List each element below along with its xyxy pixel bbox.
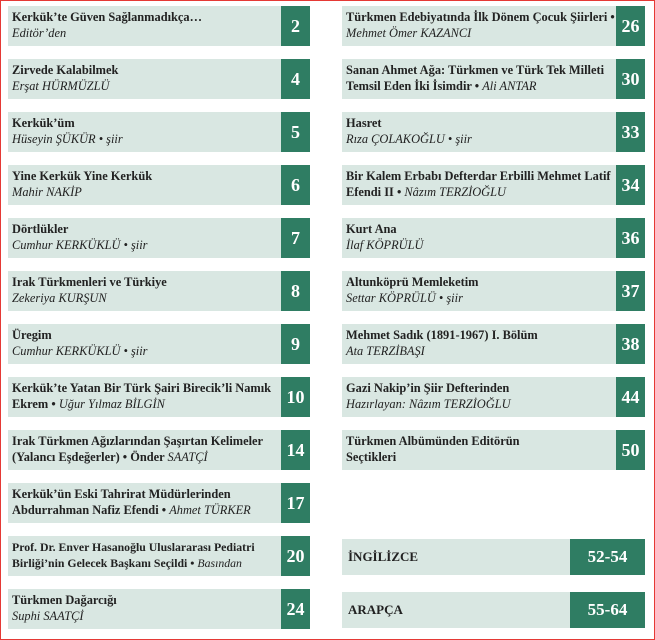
entry-title: Kerkük’üm bbox=[12, 116, 75, 130]
entry-author: Settar KÖPRÜLÜ • şiir bbox=[346, 291, 463, 305]
toc-entry[interactable] bbox=[342, 271, 645, 311]
entry-author: SAATÇİ bbox=[167, 450, 208, 464]
entry-title: Türkmen Dağarcığı bbox=[12, 593, 117, 607]
entry-author: Cumhur KERKÜKLÜ • şiir bbox=[12, 344, 148, 358]
entry-author: Rıza ÇOLAKOĞLU • şiir bbox=[346, 132, 472, 146]
toc-entry[interactable] bbox=[342, 324, 645, 364]
toc-entry[interactable] bbox=[8, 536, 310, 576]
toc-entry[interactable] bbox=[8, 165, 310, 205]
page-number: 4 bbox=[281, 59, 310, 99]
toc-entry[interactable] bbox=[8, 483, 310, 523]
toc-entry[interactable] bbox=[8, 430, 310, 470]
toc-entry[interactable] bbox=[8, 6, 310, 46]
page-number: 5 bbox=[281, 112, 310, 152]
entry-separator: • bbox=[471, 79, 483, 93]
toc-entry[interactable] bbox=[342, 112, 645, 152]
toc-entry[interactable] bbox=[8, 271, 310, 311]
entry-title: Gazi Nakip’in Şiir Defterinden bbox=[346, 381, 510, 395]
entry-separator: • bbox=[187, 556, 198, 570]
entry-title: Üregim bbox=[12, 328, 52, 342]
entry-title: Kerkük’te Yatan Bir Türk Şairi Birecik’li Namık Ekrem bbox=[12, 381, 272, 411]
page-number: 30 bbox=[616, 59, 645, 99]
entry-author: Mehmet Ömer KAZANCI bbox=[346, 26, 472, 40]
language-section-arabic[interactable] bbox=[342, 592, 645, 628]
entry-title: Sanan Ahmet Ağa: Türkmen ve Türk Tek Milleti Temsil Eden İki İsimdir bbox=[346, 63, 605, 93]
entry-author: Ali ANTAR bbox=[482, 79, 537, 93]
toc-entry[interactable] bbox=[342, 6, 645, 46]
entry-separator: • bbox=[48, 397, 59, 411]
entry-author: Suphi SAATÇİ bbox=[12, 609, 84, 623]
toc-entry[interactable] bbox=[342, 430, 645, 470]
page-number: 36 bbox=[616, 218, 645, 258]
language-section-english[interactable] bbox=[342, 539, 645, 575]
page-number: 44 bbox=[616, 377, 645, 417]
page-number: 26 bbox=[616, 6, 645, 46]
page-number: 9 bbox=[281, 324, 310, 364]
entry-author: Zekeriya KURŞUN bbox=[12, 291, 107, 305]
page-number: 6 bbox=[281, 165, 310, 205]
entry-author: Mahir NAKİP bbox=[12, 185, 82, 199]
entry-title: Irak Türkmenleri ve Türkiye bbox=[12, 275, 167, 289]
language-label: İNGİLİZCE bbox=[348, 549, 419, 564]
entry-title: Yine Kerkük Yine Kerkük bbox=[12, 169, 153, 183]
entry-author: Ata TERZİBAŞI bbox=[346, 344, 425, 358]
page-number: 50 bbox=[616, 430, 645, 470]
entry-separator: • bbox=[607, 10, 615, 24]
entry-title: Hasret bbox=[346, 116, 382, 130]
toc-entry[interactable] bbox=[342, 377, 645, 417]
toc-entry[interactable] bbox=[8, 324, 310, 364]
page-number: 34 bbox=[616, 165, 645, 205]
page-number: 24 bbox=[281, 589, 310, 629]
toc-entry[interactable] bbox=[8, 112, 310, 152]
entry-author: İlaf KÖPRÜLÜ bbox=[346, 238, 424, 252]
entry-title: Mehmet Sadık (1891-1967) I. Bölüm bbox=[346, 328, 538, 342]
page-number: 20 bbox=[281, 536, 310, 576]
page-number: 37 bbox=[616, 271, 645, 311]
entry-separator: • bbox=[158, 503, 170, 517]
entry-title: Kerkük’te Güven Sağlanmadıkça… bbox=[12, 10, 203, 24]
toc-entry[interactable] bbox=[8, 377, 310, 417]
entry-author: Nâzım TERZİOĞLU bbox=[404, 185, 506, 199]
entry-separator: • bbox=[393, 185, 405, 199]
entry-title: Bir Kalem Erbabı Defterdar Erbilli Mehmet Latif Efendi II bbox=[346, 169, 611, 199]
page-range: 52-54 bbox=[570, 539, 645, 575]
toc-entry[interactable] bbox=[342, 165, 645, 205]
entry-title: Dörtlükler bbox=[12, 222, 69, 236]
entry-title: Altunköprü Memleketim bbox=[346, 275, 479, 289]
entry-separator: • Önder bbox=[119, 450, 168, 464]
entry-author: Ahmet TÜRKER bbox=[169, 503, 251, 517]
entry-title: Türkmen Albümünden Editörün Seçtikleri bbox=[346, 434, 520, 464]
toc-entry[interactable] bbox=[342, 218, 645, 258]
entry-title: Irak Türkmen Ağızlarından Şaşırtan Kelimeler (Yalancı Eşdeğerler) bbox=[12, 434, 263, 464]
toc-entry[interactable] bbox=[8, 218, 310, 258]
entry-author: Uğur Yılmaz BİLGİN bbox=[58, 397, 165, 411]
entry-author: Erşat HÜRMÜZLÜ bbox=[12, 79, 110, 93]
entry-author: Cumhur KERKÜKLÜ • şiir bbox=[12, 238, 148, 252]
entry-author: Basından bbox=[197, 556, 242, 570]
toc-entry[interactable] bbox=[342, 59, 645, 99]
page-number: 38 bbox=[616, 324, 645, 364]
language-label: ARAPÇA bbox=[348, 602, 403, 617]
entry-author: Hazırlayan: Nâzım TERZİOĞLU bbox=[346, 397, 511, 411]
entry-author: Editör’den bbox=[12, 26, 67, 40]
page-number: 8 bbox=[281, 271, 310, 311]
page-number: 10 bbox=[281, 377, 310, 417]
page-number: 33 bbox=[616, 112, 645, 152]
page-number: 14 bbox=[281, 430, 310, 470]
page-number: 17 bbox=[281, 483, 310, 523]
entry-author: Hüseyin ŞÜKÜR • şiir bbox=[12, 132, 123, 146]
entry-title: Kurt Ana bbox=[346, 222, 397, 236]
entry-title: Prof. Dr. Enver Hasanoğlu Uluslararası Pediatri Birliği’nin Gelecek Başkanı Seçildi bbox=[12, 540, 255, 570]
entry-title: Zirvede Kalabilmek bbox=[12, 63, 119, 77]
entry-title: Kerkük’ün Eski Tahrirat Müdürlerinden Abdurrahman Nafiz Efendi bbox=[12, 487, 231, 517]
toc-entry[interactable] bbox=[8, 59, 310, 99]
page-number: 2 bbox=[281, 6, 310, 46]
toc-entry[interactable] bbox=[8, 589, 310, 629]
page-range: 55-64 bbox=[570, 592, 645, 628]
entry-title: Türkmen Edebiyatında İlk Dönem Çocuk Şiirleri bbox=[346, 10, 608, 24]
page-number: 7 bbox=[281, 218, 310, 258]
